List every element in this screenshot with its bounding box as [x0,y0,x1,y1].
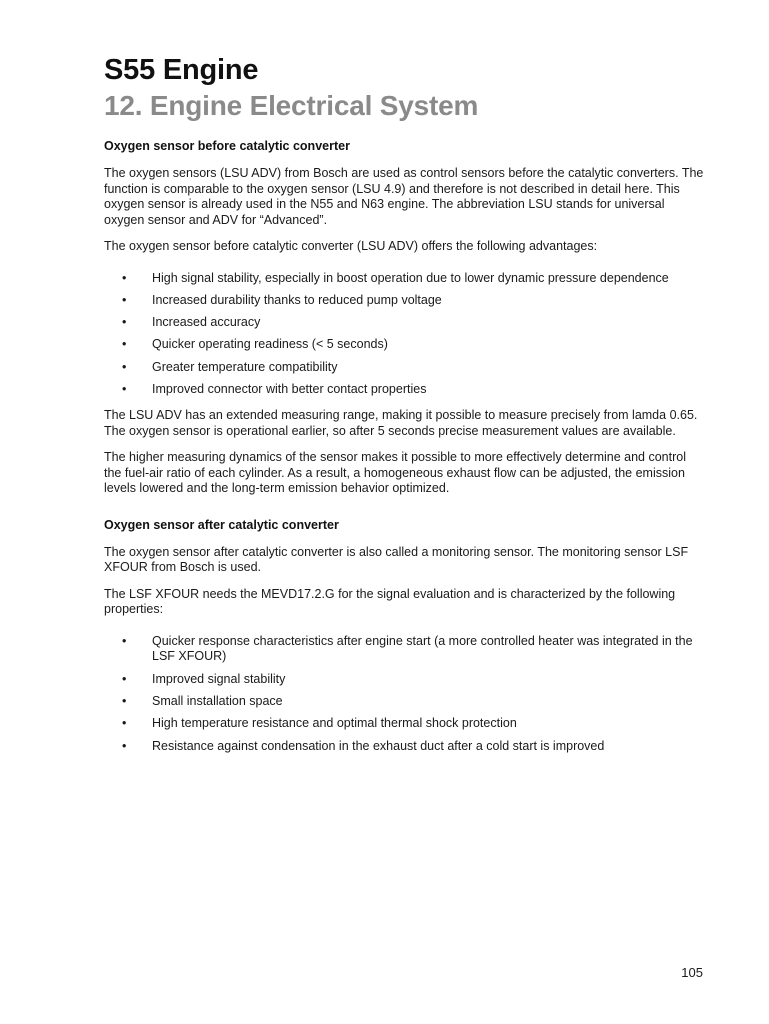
list-item [104,360,704,376]
bullet-icon: • [122,337,127,352]
bullet-icon: • [122,359,127,374]
bullet-icon: • [122,633,127,648]
bullet-icon: • [122,671,127,686]
list-item-text: Small installation space [152,694,283,709]
bullet-icon: • [122,738,127,753]
list-item [104,694,704,710]
paragraph: The LSF XFOUR needs the MEVD17.2.G for the signal evaluation and is characterized by the following properties: [104,586,676,617]
list-item [104,739,704,755]
section-heading: Oxygen sensor before catalytic converter [104,139,350,153]
bullet-icon: • [122,270,127,285]
document-page [104,52,704,765]
paragraph: The oxygen sensor after catalytic converter is also called a monitoring sensor. The monitoring sensor LSF XFOUR from Bosch is used. [104,544,689,575]
list-item-text: Improved connector with better contact properties [152,381,427,396]
paragraph: The higher measuring dynamics of the sensor makes it possible to more effectively determine and control the fuel-air ratio of each cylinder. As a result, a homogeneous exhaust flow can be adjusted, the emission levels lowered and the long-term emission behavior optimized. [104,450,687,496]
list-item-text: High signal stability, especially in boost operation due to lower dynamic pressure dependence [152,270,669,285]
section-spacer [104,508,704,517]
section-heading: Oxygen sensor after catalytic converter [104,517,339,532]
list-item [104,271,704,287]
list-item [104,672,704,688]
paragraph: The oxygen sensors (LSU ADV) from Bosch are used as control sensors before the catalytic converters. The function is comparable to the oxygen sensor (LSU 4.9) and therefore is not described in detail here. This oxygen sensor is already used in the N55 and N63 engine. The abbreviation LSU stands for universal oxygen sensor and ADV for “Advanced”. [104,166,704,227]
list-item-text: High temperature resistance and optimal thermal shock protection [152,716,517,731]
list-item-text: Resistance against condensation in the exhaust duct after a cold start is improved [152,738,605,753]
list-item [104,293,704,309]
list-item-text: Increased durability thanks to reduced pump voltage [152,292,442,307]
bullet-icon: • [122,716,127,731]
bullet-icon: • [122,694,127,709]
list-item-text: Quicker operating readiness (< 5 seconds) [152,337,388,352]
bullet-icon: • [122,381,127,396]
paragraph: The oxygen sensor before catalytic converter (LSU ADV) offers the following advantages: [104,239,598,253]
properties-list [104,629,704,754]
paragraph: The LSU ADV has an extended measuring range, making it possible to measure precisely from lamda 0.65. The oxygen sensor is operational earlier, so after 5 seconds precise measurement values are available. [104,408,698,438]
list-item [104,716,704,732]
list-item-text: Greater temperature compatibility [152,359,338,374]
list-item-text: Increased accuracy [152,315,261,330]
document-title: S55 Engine [104,54,259,86]
bullet-icon: • [122,315,127,330]
bullet-icon: • [122,292,127,307]
advantages-list [104,266,704,398]
list-item [104,337,704,353]
chapter-title: 12. Engine Electrical System [104,90,479,121]
list-item-text: Quicker response characteristics after engine start (a more controlled heater was integrated in the LSF XFOUR) [152,633,693,664]
section-after-catalytic-converter [104,517,704,754]
list-item-text: Improved signal stability [152,671,286,686]
page-number: 105 [681,965,703,980]
list-item [104,382,704,398]
list-item [104,634,704,665]
list-item [104,315,704,331]
section-before-catalytic-converter [104,138,704,497]
